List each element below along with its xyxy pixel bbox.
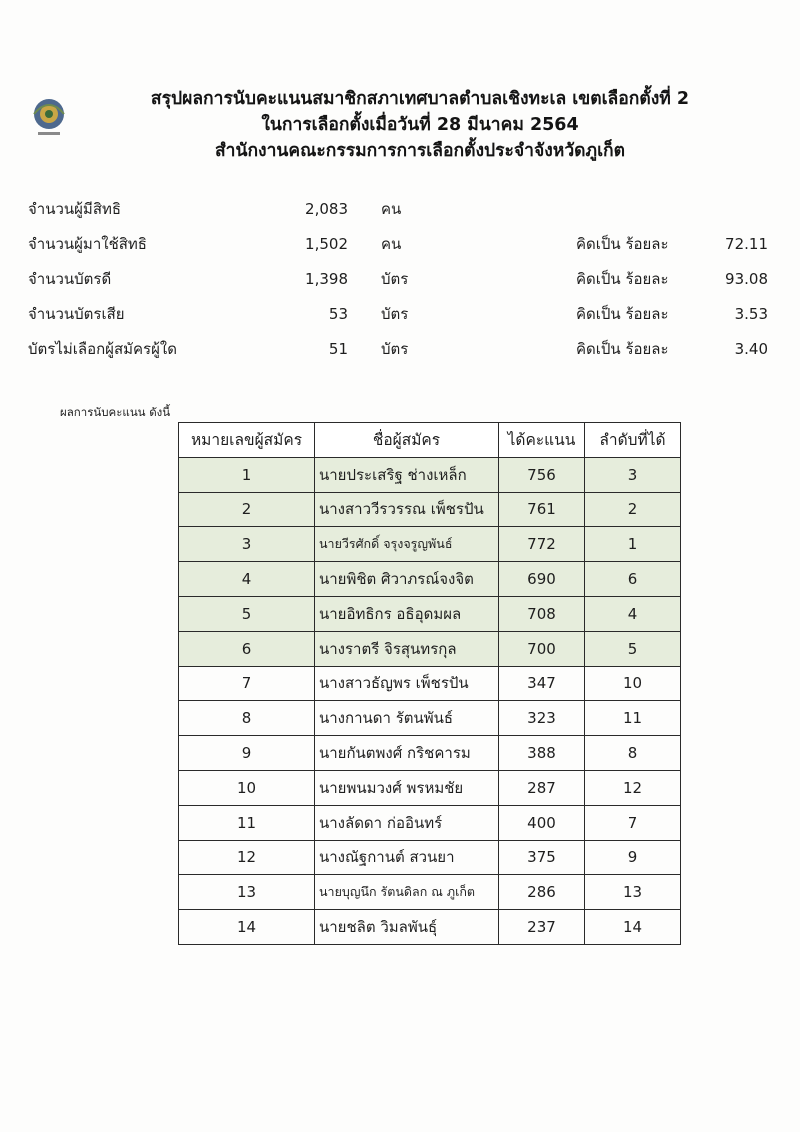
cell-candidate-name: นายพนมวงศ์ พรหมชัย	[315, 770, 499, 805]
summary-label: จำนวนผู้มีสิทธิ	[28, 200, 122, 218]
cell-candidate-name: นายพิชิต ศิวาภรณ์จงจิต	[315, 562, 499, 597]
summary-label: จำนวนบัตรเสีย	[28, 305, 125, 323]
cell-rank: 5	[585, 631, 681, 666]
summary-percent: 93.08	[725, 270, 768, 288]
summary-percent: 72.11	[725, 235, 768, 253]
table-row	[179, 805, 681, 840]
summary-unit: คน	[381, 200, 402, 218]
cell-candidate-name: นางสาวธัญพร เพ็ชรปัน	[315, 666, 499, 701]
cell-score: 756	[499, 457, 585, 492]
cell-score: 700	[499, 631, 585, 666]
cell-candidate-name: นายวีรศักดิ์ จรุงจรูญพันธ์	[315, 527, 499, 562]
cell-candidate-number: 10	[179, 770, 315, 805]
cell-score: 772	[499, 527, 585, 562]
header-candidate-name: ชื่อผู้สมัคร	[315, 423, 499, 458]
table-row	[179, 875, 681, 910]
cell-candidate-name: นายประเสริฐ ช่างเหล็ก	[315, 457, 499, 492]
cell-candidate-name: นางลัดดา ก่ออินทร์	[315, 805, 499, 840]
results-table-body	[179, 457, 681, 944]
cell-score: 347	[499, 666, 585, 701]
cell-rank: 12	[585, 770, 681, 805]
title-line-2: ในการเลือกตั้งเมื่อวันที่ 28 มีนาคม 2564	[261, 115, 579, 135]
summary-value: 51	[328, 340, 348, 358]
header-rank: ลำดับที่ได้	[585, 423, 681, 458]
cell-candidate-name: นางราตรี จิรสุนทรกุล	[315, 631, 499, 666]
cell-candidate-number: 2	[179, 492, 315, 527]
cell-candidate-name: นายบุญนึก รัตนดิลก ณ ภูเก็ต	[315, 875, 499, 910]
table-row	[179, 666, 681, 701]
cell-score: 690	[499, 562, 585, 597]
cell-candidate-number: 7	[179, 666, 315, 701]
table-row	[179, 492, 681, 527]
title-line-3: สำนักงานคณะกรรมการการเลือกตั้งประจำจังหวัดภูเก็ต	[214, 141, 626, 161]
table-row	[179, 770, 681, 805]
summary-percent-label: คิดเป็น ร้อยละ	[576, 235, 669, 253]
cell-rank: 9	[585, 840, 681, 875]
table-row	[179, 596, 681, 631]
summary-row-eligible	[28, 192, 768, 227]
election-commission-seal-icon	[24, 92, 74, 140]
cell-rank: 4	[585, 596, 681, 631]
cell-rank: 1	[585, 527, 681, 562]
cell-score: 708	[499, 596, 585, 631]
cell-candidate-number: 8	[179, 701, 315, 736]
summary-row-invalid-ballots	[28, 297, 768, 332]
table-header-row	[179, 423, 681, 458]
summary-unit: บัตร	[381, 305, 409, 323]
summary-value: 1,502	[305, 235, 348, 253]
cell-score: 375	[499, 840, 585, 875]
table-row	[179, 527, 681, 562]
summary-row-voters	[28, 227, 768, 262]
document-title	[80, 86, 760, 164]
summary-label: จำนวนผู้มาใช้สิทธิ	[28, 235, 147, 253]
summary-unit: คน	[381, 235, 402, 253]
header-candidate-number: หมายเลขผู้สมัคร	[179, 423, 315, 458]
summary-label: บัตรไม่เลือกผู้สมัครผู้ใด	[28, 340, 177, 358]
cell-candidate-name: นางสาววีรวรรณ เพ็ชรปัน	[315, 492, 499, 527]
results-note: ผลการนับคะแนน ดังนี้	[60, 405, 171, 419]
summary-percent: 3.40	[734, 340, 768, 358]
cell-rank: 13	[585, 875, 681, 910]
summary-value: 2,083	[305, 200, 348, 218]
cell-rank: 11	[585, 701, 681, 736]
cell-rank: 6	[585, 562, 681, 597]
table-row	[179, 736, 681, 771]
cell-candidate-number: 11	[179, 805, 315, 840]
cell-candidate-name: นายชลิต วิมลพันธุ์	[315, 910, 499, 945]
cell-rank: 8	[585, 736, 681, 771]
summary-percent-label: คิดเป็น ร้อยละ	[576, 305, 669, 323]
table-row	[179, 840, 681, 875]
summary-row-valid-ballots	[28, 262, 768, 297]
summary-unit: บัตร	[381, 340, 409, 358]
cell-score: 287	[499, 770, 585, 805]
summary-row-no-vote	[28, 332, 768, 367]
cell-score: 400	[499, 805, 585, 840]
cell-rank: 7	[585, 805, 681, 840]
cell-score: 323	[499, 701, 585, 736]
cell-candidate-number: 9	[179, 736, 315, 771]
summary-section	[28, 192, 768, 367]
summary-percent-label: คิดเป็น ร้อยละ	[576, 270, 669, 288]
results-table	[178, 422, 681, 945]
cell-rank: 10	[585, 666, 681, 701]
cell-score: 286	[499, 875, 585, 910]
table-row	[179, 701, 681, 736]
title-line-1: สรุปผลการนับคะแนนสมาชิกสภาเทศบาลตำบลเชิงทะเล เขตเลือกตั้งที่ 2	[150, 89, 690, 109]
cell-candidate-name: นายกันตพงศ์ กริชคารม	[315, 736, 499, 771]
table-row	[179, 910, 681, 945]
cell-candidate-number: 4	[179, 562, 315, 597]
cell-candidate-number: 5	[179, 596, 315, 631]
summary-percent: 3.53	[734, 305, 768, 323]
cell-candidate-number: 3	[179, 527, 315, 562]
cell-rank: 3	[585, 457, 681, 492]
summary-value: 1,398	[305, 270, 348, 288]
summary-percent-label: คิดเป็น ร้อยละ	[576, 340, 669, 358]
cell-score: 761	[499, 492, 585, 527]
cell-score: 237	[499, 910, 585, 945]
cell-candidate-number: 14	[179, 910, 315, 945]
summary-label: จำนวนบัตรดี	[28, 270, 112, 288]
table-row	[179, 457, 681, 492]
cell-score: 388	[499, 736, 585, 771]
cell-candidate-name: นายอิทธิกร อธิอุดมผล	[315, 596, 499, 631]
header-score: ได้คะแนน	[499, 423, 585, 458]
cell-candidate-number: 12	[179, 840, 315, 875]
cell-candidate-number: 6	[179, 631, 315, 666]
table-row	[179, 562, 681, 597]
cell-candidate-name: นางกานดา รัตนพันธ์	[315, 701, 499, 736]
cell-candidate-number: 1	[179, 457, 315, 492]
cell-rank: 2	[585, 492, 681, 527]
cell-candidate-name: นางณัฐกานต์ สวนยา	[315, 840, 499, 875]
cell-rank: 14	[585, 910, 681, 945]
table-row	[179, 631, 681, 666]
summary-value: 53	[328, 305, 348, 323]
summary-unit: บัตร	[381, 270, 409, 288]
cell-candidate-number: 13	[179, 875, 315, 910]
